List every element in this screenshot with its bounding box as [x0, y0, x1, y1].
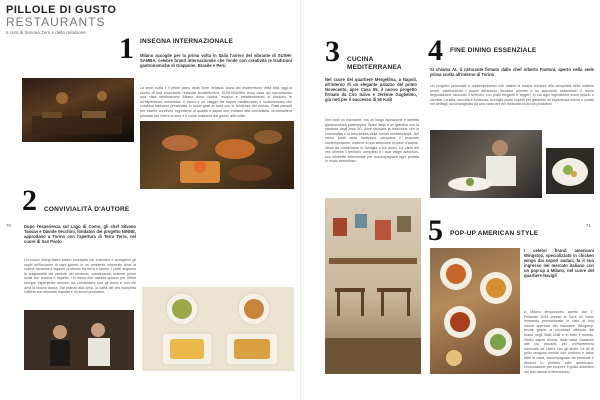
section-3-number: 3 [325, 35, 340, 68]
section-5-intro: I celebri brand americani Wingstop, specializzato in chicken wings dai sapori audaci, fa il suo ingresso nel mercato italiano con un pop-up a Milano, nel cuore del quartiere Navigli [524, 248, 594, 278]
page-number-right: 71 [586, 223, 592, 228]
chefs-portrait-image [24, 310, 134, 370]
editorial-credit: a cura di Simona Zerri e della redazione [6, 30, 86, 35]
section-2-intro: Dopo l'esperienza sul Lago di Como, gli chef Silvano Tassan e Davide Vecchini, fondatori del progetto NINNE, approdano a Torino con l'apertura di Terra Terra, nel cuore di San Paolo [24, 224, 136, 244]
section-4-intro: Si chiama AL il ristorante firmato dallo chef Alberto Fantoni, aperto nella sede prima scelta all'interno di Torino [430, 67, 594, 77]
section-5-number: 5 [428, 214, 443, 247]
section-5-title: POP-UP AMERICAN STYLE [450, 230, 539, 237]
page-number-left: 70 [6, 223, 12, 228]
section-2-title: CONVIVIALITÀ D'AUTORE [44, 206, 130, 213]
section-3-title: CUCINA MEDITERRANEA [347, 56, 402, 71]
page-gutter [300, 0, 301, 400]
plated-dish-image [546, 148, 594, 194]
magazine-section-title: PILLOLE DI GUSTO [6, 4, 117, 16]
section-4-title: FINE DINING ESSENZIALE [450, 47, 537, 54]
section-5-body: A Milano temporaneo aperto dal 1° Febbraio 2024 presso la Torre 40 come momento promozionale in vista di una nuova apertura del ristorante Wingstop, anche grazie al successo ottenuto dal brand negli Stati Uniti e in tutto il mondo. Sedici sapori diversi, dalle salse classiche alle più piccanti, per un'esperienza informale da vivere con gli amici. Le ali di pollo vengono servite con contorni e salse fatte in casa, accompagnate da bevande e dessert in perfetto stile americano. Un'occasione per scoprire il gusto autentico del fast casual d'oltreoceano. [524, 310, 594, 374]
chef-plating-image [430, 130, 542, 198]
section-2-body: Un nuovo dining bistrò sobrio concepito per custodire e accogliere gli ospiti nell'incontro di ogni giorno, in un ambiente informale dove la cucina racconta il legame profondo tra terra e lavoro. I piatti seguono la stagionalità dei prodotti del territorio, valorizzando materie prime locali con tecnica e rispetto. Un menu che cambia spesso per offrire sempre esperienze diverse, da condividere con gli amici e con chi ama la buona tavola. Dal pranzo alla cena, la carta dei vini completa l'offerta con etichette naturali e di piccoli produttori. [24, 258, 136, 295]
section-1-body: La sede svela il il primo piano della Torre Velasca, icona del modernismo della città oggi al centro di una importante rinascita architettonica. SUSHISAMBA trova casa qui raccontando una vista destinazione Milano dove cucina, musica e intrattenimento si fondono in un'esperienza immersiva. Il menu è un viaggio tra sapori mediterranei e sudamericani che combina tradizioni preservate in nuovi gusti in linea con le tendenze del mondo. Piatti pensati per essere condivisi, ingredienti di qualità e sapori che invitano alla convivialità, un'atmosfera pensata per vivere la sera e il cuore milanese dal giorno alla notte. [140, 86, 292, 118]
section-1-number: 1 [119, 32, 134, 65]
magazine-section-subtitle: RESTAURANTS [6, 15, 106, 29]
section-1-intro: Milano accoglie per la prima volta in Italia l'arrivo del vibrante di SUSHI-SAMBA, celebre brand internazionale che fonde con creatività le tradizioni gastronomiche di Giappone, Brasile e Perù [140, 53, 292, 68]
restaurant-interior-image [22, 78, 134, 142]
section-3-body: Non solo un ristorante, ma un luogo ispirazione e identità gastronomica partenopea. Spazi ampi e un giardino con la struttura degli anni '50, dove ritrovare la tradizione con la convivialità e la freschezza della cucina mediterranea. Nel menu piatti della tradizione campana e proposte contemporanee, insieme a una selezione di pizze d'autore, ideali da condividere in famiglia o tra amici. La carta dei vini celebra il territorio campano e i suoi vitigni autoctoni, con etichette selezionate per accompagnare ogni portata in modo armonioso. [325, 118, 419, 164]
chicken-wings-image [430, 248, 520, 374]
sushi-dishes-image [140, 121, 294, 189]
section-4-number: 4 [428, 34, 443, 67]
section-4-body: Un progetto personale e contemporaneo che unisce la cucina d'autore alla semplicità delle materie prime, valorizzando i sapori attraverso tecniche precise e un approccio essenziale. Il menu degustazione racconta il territorio con piatti eleganti e leggeri, in cui ogni ingrediente trova spazio e identità. La sala, raccolta e luminosa, accoglie pochi coperti per garantire un'esperienza intima e curata nei dettagli, accompagnata da una carta dei vini dedicata ai piccoli produttori. [430, 84, 594, 107]
dining-room-image [325, 198, 421, 374]
section-3-intro: Nel cuore del quartiere Mergellina, a Napoli, all'interno di un elegante palazzo del primo Novecento, apre Casa 55, il nuovo progetto firmato da Ciro Salvo e Jérémie Guglielmo, già noti per il successo di 50 Kalò [325, 77, 417, 102]
pasta-dishes-image [142, 287, 294, 371]
section-2-number: 2 [22, 184, 37, 217]
section-1-title: INSEGNA INTERNAZIONALE [140, 38, 233, 45]
